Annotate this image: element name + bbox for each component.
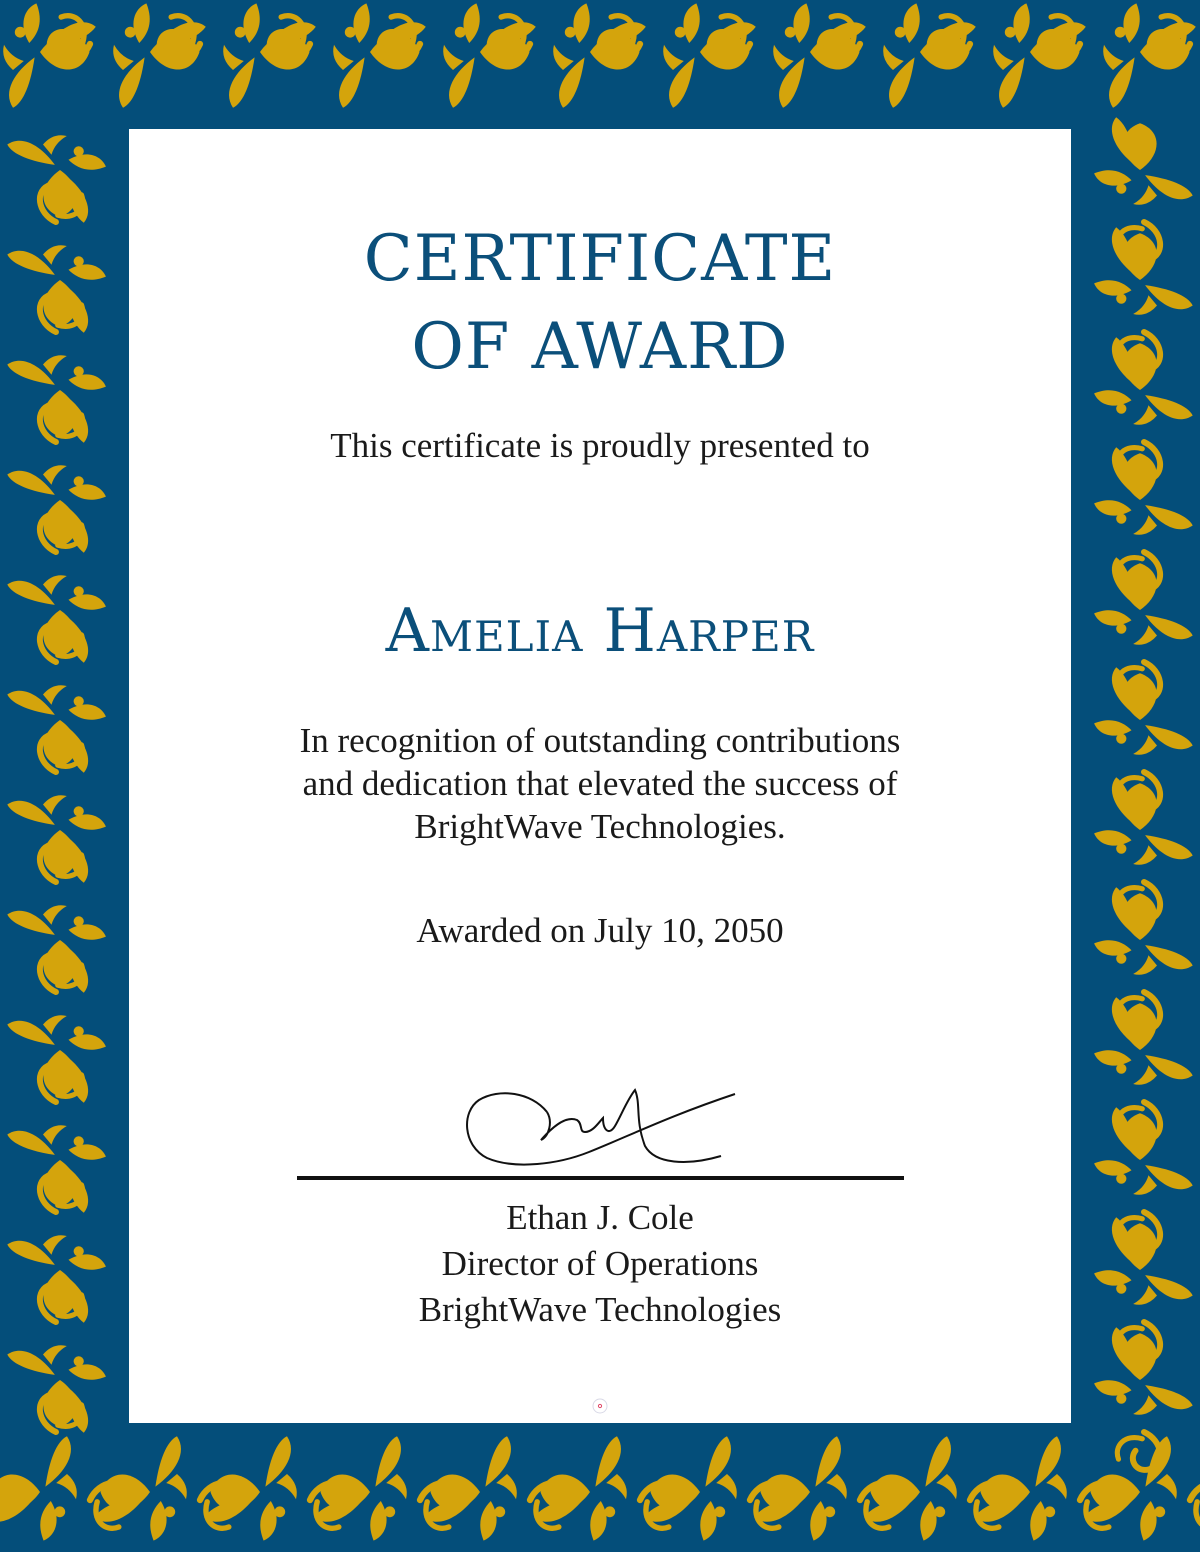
recognition-line-1: In recognition of outstanding contributions [299,721,901,760]
floral-scroll-icon [424,1436,517,1540]
floral-scroll-icon [7,685,106,772]
floral-scroll-icon [754,1436,847,1540]
floral-scroll-icon [7,135,106,222]
recognition-line-2: and dedication that elevated the success of [302,764,898,803]
floral-scroll-icon [1094,557,1193,644]
signature-line [297,1176,904,1180]
signatory-name: Ethan J. Cole [506,1198,694,1237]
floral-scroll-icon [1094,887,1193,974]
floral-scroll-icon [94,1436,187,1540]
right-ornament-band [1094,117,1193,1470]
floral-scroll-icon [1094,227,1193,314]
floral-scroll-icon [1117,1432,1160,1470]
award-date-text: Awarded on July 10, 2050 [416,911,784,950]
certificate-title [129,215,1071,391]
floral-scroll-icon [1094,117,1193,204]
floral-scroll-icon [1094,1327,1193,1414]
small-circle-mark-icon [592,1398,608,1414]
left-ornament-band [7,135,106,1432]
title-line-2: OF AWARD [411,310,789,384]
title-line-1: CERTIFICATE [363,222,837,296]
floral-scroll-icon [7,1125,106,1212]
recognition-line-3: BrightWave Technologies. [414,807,786,846]
floral-scroll-icon [1094,777,1193,864]
floral-scroll-icon [314,1436,407,1540]
floral-scroll-icon [7,1345,106,1432]
floral-scroll-icon [7,465,106,552]
floral-scroll-icon [7,795,106,882]
presented-to-text: This certificate is proudly presented to [330,426,870,465]
floral-scroll-icon [7,355,106,442]
signatory-title: Director of Operations [441,1244,759,1283]
floral-scroll-icon [644,1436,737,1540]
floral-scroll-icon [7,245,106,332]
floral-scroll-icon [1094,337,1193,424]
signatory-company: BrightWave Technologies [418,1290,782,1329]
floral-scroll-icon [1094,997,1193,1084]
certificate-panel [129,129,1071,1423]
floral-scroll-icon [7,1015,106,1102]
bottom-ornament-band [0,1436,1200,1540]
floral-scroll-icon [7,905,106,992]
floral-scroll-icon [534,1436,627,1540]
floral-scroll-icon [0,1436,77,1540]
floral-scroll-icon [204,1436,297,1540]
floral-scroll-icon [7,575,106,662]
recognition-text [129,719,1071,848]
floral-scroll-icon [1094,447,1193,534]
floral-scroll-icon [7,1235,106,1322]
top-ornament-band [3,3,1196,107]
recipient-name: Amelia Harper [385,596,815,666]
floral-scroll-icon [864,1436,957,1540]
floral-scroll-icon [1190,1483,1200,1528]
signature-icon [459,1086,739,1176]
floral-scroll-icon [1094,1107,1193,1194]
floral-scroll-icon [1094,667,1193,754]
floral-scroll-icon [1094,1217,1193,1304]
floral-scroll-icon [974,1436,1067,1540]
